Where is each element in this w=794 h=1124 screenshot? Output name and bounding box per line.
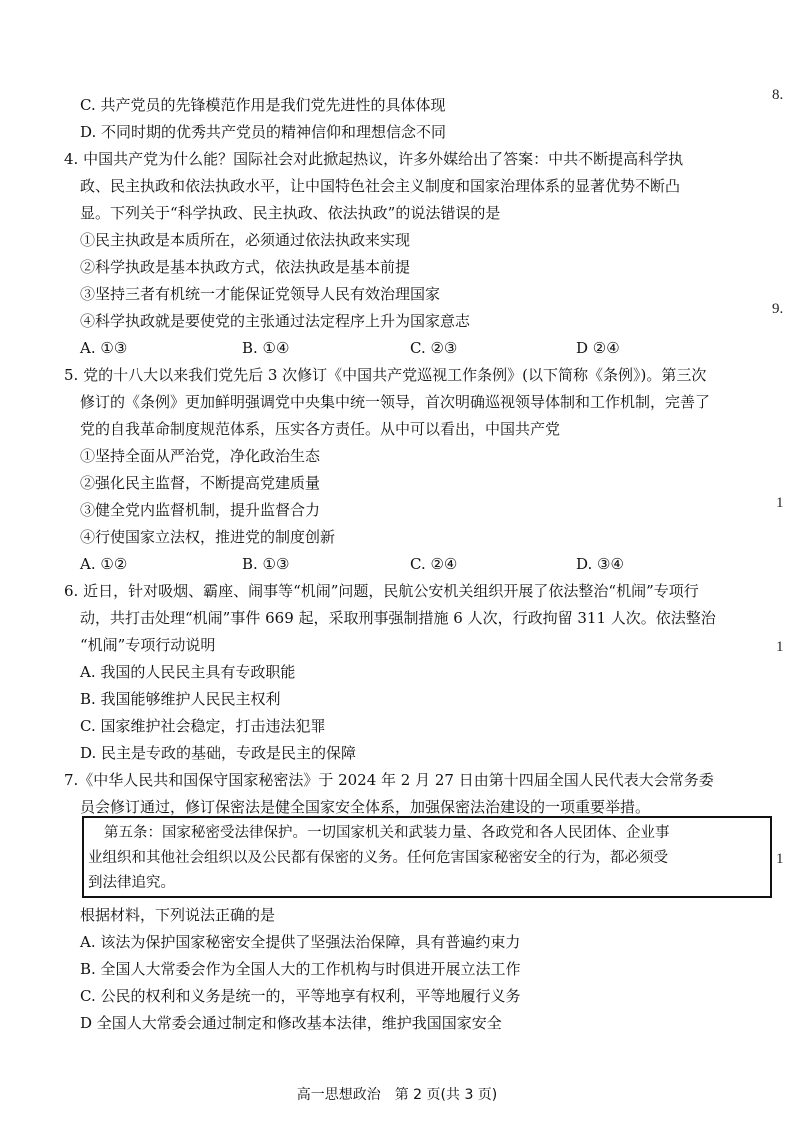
- q7-option-a: A. 该法为保护国家秘密安全提供了坚强法治保障，具有普遍约束力: [80, 933, 521, 951]
- margin-number: 9.: [772, 301, 784, 317]
- q7-option-c: C. 公民的权利和义务是统一的，平等地享有权利，平等地履行义务: [80, 987, 521, 1005]
- option-c-line: C. 共产党员的先锋模范作用是我们党先进性的具体体现: [80, 96, 446, 114]
- q5-stem: 5. 党的十八大以来我们党先后 3 次修订《中国共产党巡视工作条例》(以下简称《条例》)。第三次: [64, 366, 707, 384]
- law-excerpt-box: [82, 816, 772, 898]
- q4-stem: 显。下列关于“科学执政、民主执政、依法执政”的说法错误的是: [80, 204, 501, 222]
- margin-number: 1: [776, 639, 784, 655]
- q6-stem: “机闹”专项行动说明: [80, 636, 216, 654]
- law-excerpt-line: 到法律追究。: [88, 875, 175, 891]
- margin-number: 1: [776, 851, 784, 867]
- option-d-line: D. 不同时期的优秀共产党员的精神信仰和理想信念不同: [80, 123, 447, 141]
- q4-statement: ④科学执政就是要使党的主张通过法定程序上升为国家意志: [80, 312, 471, 330]
- q7-stem: 7.《中华人民共和国保守国家秘密法》于 2024 年 2 月 27 日由第十四届全国人民代表大会常务委: [64, 771, 714, 789]
- q4-stem: 政、民主执政和依法执政水平，让中国特色社会主义制度和国家治理体系的显著优势不断凸: [80, 177, 681, 195]
- q4-stem: 4. 中国共产党为什么能？国际社会对此掀起热议，许多外媒给出了答案：中共不断提高科学执: [64, 150, 684, 168]
- q5-option-a: A. ①②: [80, 555, 128, 573]
- q5-statement: ②强化民主监督，不断提高党建质量: [80, 474, 321, 492]
- q7-option-d: D 全国人大常委会通过制定和修改基本法律，维护我国国家安全: [80, 1014, 502, 1032]
- q6-option-d: D. 民主是专政的基础，专政是民主的保障: [80, 744, 357, 762]
- margin-number: 1: [776, 495, 784, 511]
- q6-stem: 6. 近日，针对吸烟、霸座、闹事等“机闹”问题，民航公安机关组织开展了依法整治“机闹”专项行: [64, 582, 699, 600]
- q5-statement: ③健全党内监督机制，提升监督合力: [80, 501, 321, 519]
- q4-option-b: B. ①④: [242, 339, 290, 357]
- q4-statement: ①民主执政是本质所在，必须通过依法执政来实现: [80, 231, 411, 249]
- q4-statement: ②科学执政是基本执政方式，依法执政是基本前提: [80, 258, 411, 276]
- q6-option-a: A. 我国的人民民主具有专政职能: [80, 663, 296, 681]
- q6-option-b: B. 我国能够维护人民民主权利: [80, 690, 281, 708]
- q5-statement: ④行使国家立法权，推进党的制度创新: [80, 528, 336, 546]
- q5-stem: 修订的《条例》更加鲜明强调党中央集中统一领导，首次明确巡视领导体制和工作机制，完善了: [80, 393, 711, 411]
- q6-option-c: C. 国家维护社会稳定，打击违法犯罪: [80, 717, 326, 735]
- q4-statement: ③坚持三者有机统一才能保证党领导人民有效治理国家: [80, 285, 441, 303]
- q7-prompt: 根据材料，下列说法正确的是: [80, 906, 276, 924]
- law-excerpt-line: 业组织和其他社会组织以及公民都有保密的义务。任何危害国家秘密安全的行为，都必须受: [88, 850, 668, 866]
- q5-option-b: B. ①③: [242, 555, 290, 573]
- page-footer: 高一思想政治 第 2 页(共 3 页): [296, 1087, 498, 1103]
- q5-option-d: D. ③④: [576, 555, 624, 573]
- q7-option-b: B. 全国人大常委会作为全国人大的工作机构与时俱进开展立法工作: [80, 960, 521, 978]
- q6-stem: 动，共打击处理“机闹”事件 669 起，采取刑事强制措施 6 人次，行政拘留 311 人次。依法整治: [80, 609, 716, 627]
- q5-statement: ①坚持全面从严治党，净化政治生态: [80, 447, 321, 465]
- q7-stem: 员会修订通过，修订保密法是健全国家安全体系，加强保密法治建设的一项重要举措。: [80, 798, 651, 816]
- q5-option-c: C. ②④: [410, 555, 458, 573]
- q4-option-a: A. ①③: [80, 339, 128, 357]
- q4-option-c: C. ②③: [410, 339, 458, 357]
- q4-option-d: D ②④: [576, 339, 620, 357]
- law-excerpt-line: 第五条：国家秘密受法律保护。一切国家机关和武装力量、各政党和各人民团体、企业事: [104, 825, 670, 841]
- margin-number: 8.: [772, 87, 784, 103]
- q5-stem: 党的自我革命制度规范体系，压实各方责任。从中可以看出，中国共产党: [80, 420, 561, 438]
